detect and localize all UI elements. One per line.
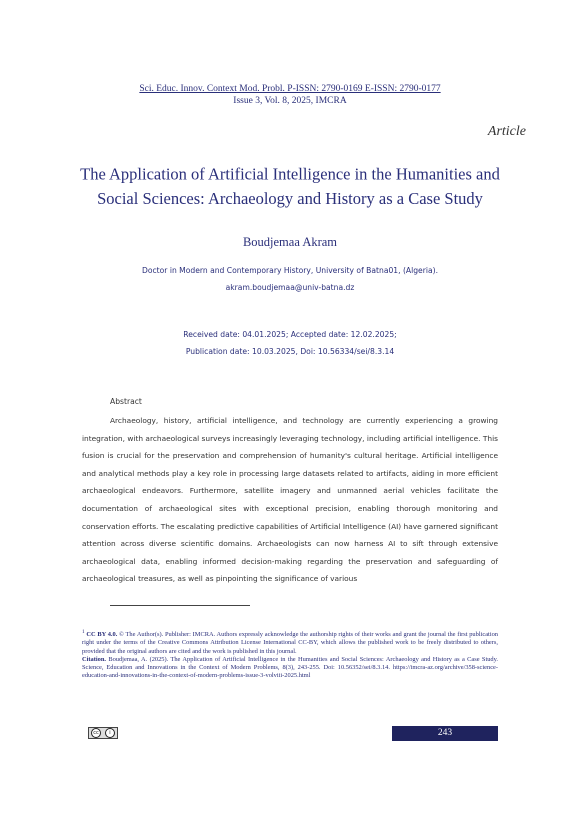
- citation-bold: Citation.: [82, 655, 106, 663]
- issue-line: Issue 3, Vol. 8, 2025, IMCRA: [233, 96, 347, 106]
- journal-header: [0, 83, 580, 107]
- footnote-marker: 1: [82, 629, 85, 635]
- cc-license-badge[interactable]: [88, 727, 118, 739]
- page-number: 243: [392, 726, 498, 741]
- paper-title: The Application of Artificial Intelligence in the Humanities and Social Sciences: Archaeology and History as a Case Study: [80, 163, 500, 209]
- author-name: Boudjemaa Akram: [242, 235, 338, 249]
- author-email[interactable]: akram.boudjemaa@univ-batna.dz: [225, 283, 355, 292]
- publication-date-doi: Publication date: 10.03.2025, Doi: 10.56334/sei/8.3.14: [185, 347, 395, 356]
- footnote-block: [82, 628, 498, 680]
- footnote-divider: [110, 605, 250, 606]
- abstract-heading: Abstract: [110, 397, 142, 406]
- citation-note: [82, 656, 498, 681]
- by-icon: i: [105, 728, 115, 738]
- citation-text: Boudjemaa, A. (2025). The Application of Artificial Intelligence in the Humanities and Social Sciences: Archaeology and History as a Case Study. Science, Education and Innovations in the Context of Modern Problems, 8(3), 243-255. Doi: 10.56352/sei/8.3.14. https://imcra-az.org/archive/358-science-education-and-innovations-in-the-context-of-modern-problems-issue-3-volviii-2025.html: [82, 655, 498, 680]
- license-text: © The Author(s). Publisher: IMCRA. Authors expressly acknowledge the authorship rights of their works and grant the journal the first publication right under the terms of the Creative Commons Attribution License International CC-BY, which allows the published work to be freely distributed to others, provided that the original authors are cited and the work is published in this journal.: [82, 631, 498, 655]
- author-affiliation: Doctor in Modern and Contemporary History, University of Batna01, (Algeria).: [142, 266, 438, 275]
- journal-citation-link[interactable]: Sci. Educ. Innov. Context Mod. Probl. P-ISSN: 2790-0169 E-ISSN: 2790-0177: [139, 84, 441, 94]
- author-affiliation-block: [0, 262, 580, 296]
- cc-icon: cc: [91, 728, 101, 738]
- dates-block: [0, 326, 580, 360]
- license-bold: CC BY 4.0.: [86, 631, 118, 639]
- article-type-label: Article: [487, 124, 526, 139]
- received-accepted-dates: Received date: 04.01.2025; Accepted date: 12.02.2025;: [183, 330, 397, 339]
- abstract-text: Archaeology, history, artificial intelligence, and technology are currently experiencing a growing integration, with archaeological surveys increasingly leveraging technology, including artificial intelligence. This fusion is crucial for the preservation and comprehension of humanity's cultural heritage. Artificial intelligence and analytical methods play a key role in processing large datasets related to artifacts, aiding in more efficient archaeological endeavors. Furthermore, satellite imagery and unmanned aerial vehicles facilitate the documentation of archaeological sites with exceptional precision, enabling thorough monitoring and conservation efforts. The escalating predictive capabilities of Artificial Intelligence (AI) have garnered significant attention across diverse scientific domains. Archaeologists can now harness AI to sift through extensive archaeological data, enabling informed decision-making regarding the preservation and safeguarding of archaeological treasures, as well as pinpointing the significance of various: [82, 416, 499, 584]
- license-note: [82, 628, 498, 656]
